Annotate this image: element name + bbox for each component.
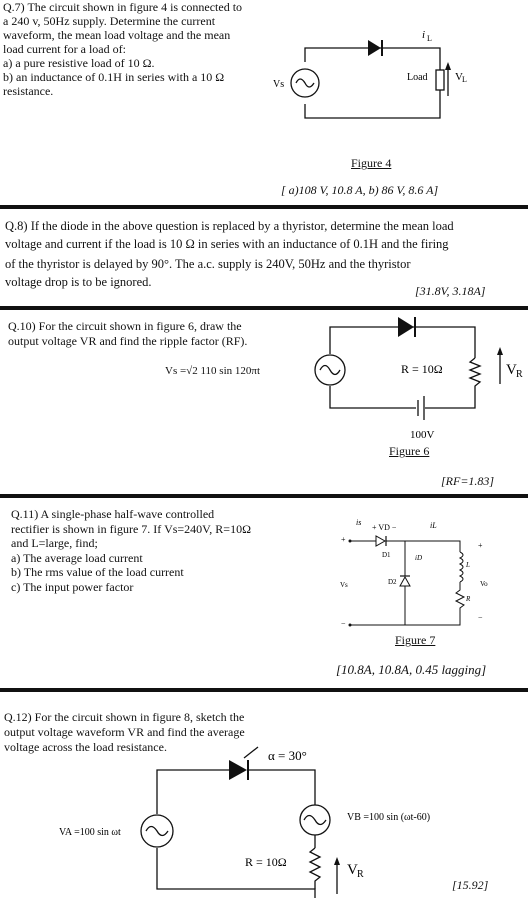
- l-label: L: [466, 561, 470, 569]
- il-sub: L: [427, 34, 432, 43]
- vl-sub: L: [462, 75, 467, 84]
- r-label: R = 10Ω: [401, 362, 443, 376]
- r-label: R: [466, 595, 471, 603]
- q10-source-label: Vs =√2 110 sin 120πt: [165, 365, 261, 377]
- q7-line: b) an inductance of 0.1H in series with a 10 Ω: [3, 70, 225, 84]
- vr-sub: R: [516, 369, 523, 380]
- q10-line: output voltage VR and find the ripple factor (RF).: [8, 334, 248, 348]
- q8-line: voltage and current if the load is 10 Ω in series with an inductance of 0.1H and the firing: [5, 237, 449, 251]
- vd-label: + VD −: [372, 523, 397, 532]
- figure-7-caption: Figure 7: [395, 633, 436, 647]
- figure-6-caption: Figure 6: [389, 444, 430, 458]
- il-label: iL: [430, 521, 437, 530]
- q12-line: Q.12) For the circuit shown in figure 8, sketch the: [4, 710, 245, 724]
- r-label: R = 10Ω: [245, 855, 287, 869]
- q7-line: load current for a load of:: [3, 42, 126, 56]
- vs-label: Vs: [340, 581, 348, 589]
- plus-right: +: [478, 541, 483, 550]
- q8-line: Q.8) If the diode in the above question is replaced by a thyristor, determine the mean load: [5, 219, 454, 233]
- q10-answer: [RF=1.83]: [441, 474, 495, 488]
- q11-line: rectifier is shown in figure 7. If Vs=240V, R=10Ω: [11, 522, 251, 536]
- q12-answer: [15.92]: [452, 878, 489, 892]
- q12-line: voltage across the load resistance.: [4, 740, 167, 754]
- divider: [0, 494, 528, 498]
- q12-line: output voltage waveform VR and find the average: [4, 725, 245, 739]
- q7-line: Q.7) The circuit shown in figure 4 is connected to: [3, 0, 243, 14]
- is-label: is: [356, 518, 362, 527]
- q11-line: and L=large, find;: [11, 536, 98, 550]
- q11-answer: [10.8A, 10.8A, 0.45 lagging]: [336, 662, 487, 677]
- q11-line: Q.11) A single-phase half-wave controlled: [11, 507, 215, 521]
- q10-line: Q.10) For the circuit shown in figure 6, draw the: [8, 319, 242, 333]
- q8-answer: [31.8V, 3.18A]: [415, 284, 486, 298]
- q7-line: a) a pure resistive load of 10 Ω.: [3, 56, 155, 70]
- id-label: iD: [415, 554, 422, 562]
- q7-answer: [ a)108 V, 10.8 A, b) 86 V, 8.6 A]: [281, 183, 439, 197]
- q7-line: resistance.: [3, 84, 54, 98]
- d1-label: D1: [382, 551, 391, 559]
- figure-4-caption: Figure 4: [351, 156, 392, 170]
- vb-label: VB =100 sin (ωt-60): [347, 812, 431, 823]
- q11-line: c) The input power factor: [11, 580, 134, 594]
- d2-label: D2: [388, 578, 397, 586]
- va-label: VA =100 sin ωt: [59, 827, 121, 838]
- plus-top: +: [341, 535, 346, 544]
- vr-label: V: [347, 862, 358, 878]
- battery-label: 100V: [410, 429, 435, 441]
- minus-right: −: [478, 613, 483, 622]
- vs-label: Vs: [273, 79, 285, 90]
- divider: [0, 306, 528, 310]
- q7-line: waveform, the mean load voltage and the mean: [3, 28, 231, 42]
- divider: [0, 205, 528, 209]
- minus-bottom: −: [341, 619, 346, 628]
- divider: [0, 688, 528, 692]
- load-label: Load: [407, 72, 428, 83]
- alpha-label: α = 30°: [268, 748, 307, 763]
- vl-label: V: [455, 71, 463, 83]
- vr-sub: R: [357, 869, 364, 880]
- q8-line: of the thyristor is delayed by 90°. The a.c. supply is 240V, 50Hz and the thyristor: [5, 257, 411, 271]
- vo-label: Vo: [480, 580, 488, 588]
- vr-label: V: [506, 362, 517, 378]
- q8-line: voltage drop is to be ignored.: [5, 275, 152, 289]
- q11-line: a) The average load current: [11, 551, 143, 565]
- q11-line: b) The rms value of the load current: [11, 565, 184, 579]
- q7-line: a 240 v, 50Hz supply. Determine the current: [3, 14, 216, 28]
- il-label: i: [422, 29, 426, 41]
